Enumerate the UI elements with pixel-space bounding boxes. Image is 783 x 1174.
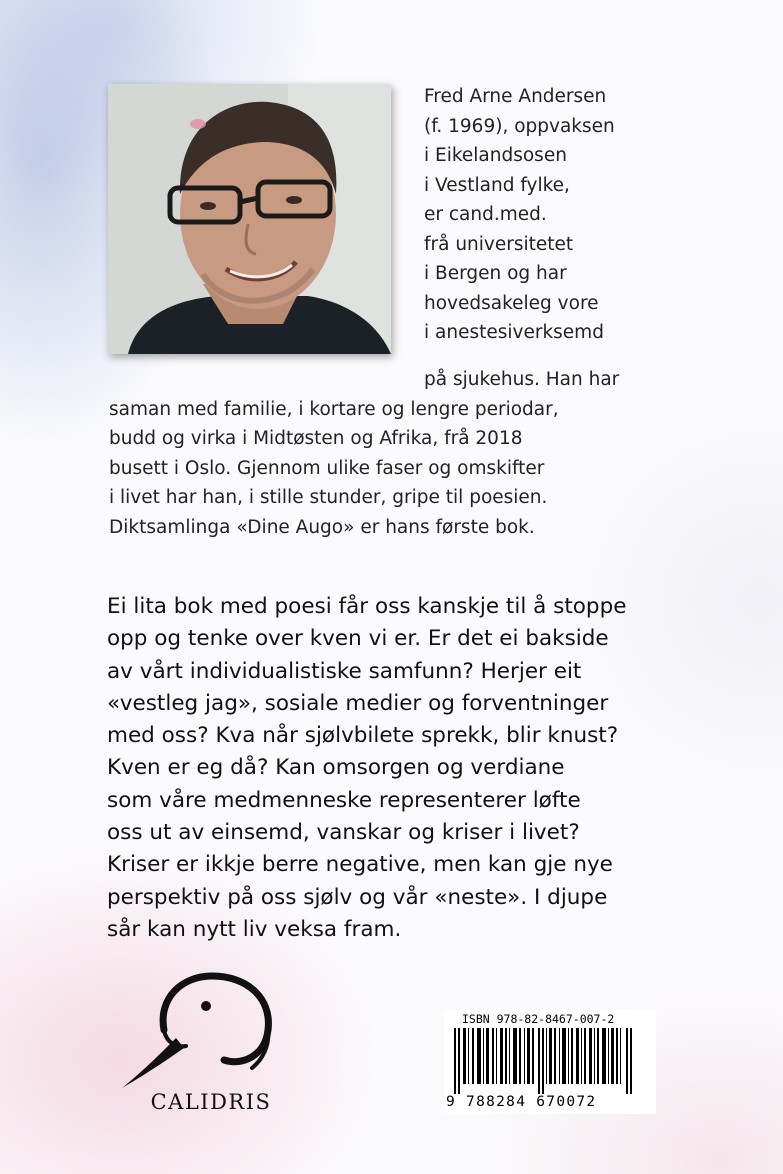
bio-line: er cand.med. xyxy=(424,204,547,225)
bio-line: i Eikelandsosen xyxy=(424,145,567,166)
bio-line: saman med familie, i kortare og lengre periodar, xyxy=(109,398,559,420)
portrait-illustration xyxy=(108,84,391,354)
author-bio-continued xyxy=(109,365,669,542)
blurb-line: opp og tenke over kven vi er. Er det ei bakside xyxy=(107,626,609,652)
blurb-line: Ei lita bok med poesi får oss kanskje til å stoppe xyxy=(107,594,627,619)
bio-line: på sjukehus. Han har xyxy=(424,369,620,390)
bio-line: i Vestland fylke, xyxy=(424,174,570,196)
bio-line: Fred Arne Andersen xyxy=(424,86,607,107)
bio-line: i livet har han, i stille stunder, gripe til poesien. xyxy=(109,487,548,508)
bio-line: budd og virka i Midtøsten og Afrika, frå 2018 xyxy=(109,428,523,449)
blurb-line: som våre medmenneske representerer løfte xyxy=(107,787,581,813)
bio-line: Diktsamlinga «Dine Augo» er hans første bok. xyxy=(109,516,535,538)
bio-line: busett i Oslo. Gjennom ulike faser og omskifter xyxy=(109,457,545,479)
blurb-line: oss ut av einsemd, vanskar og kriser i livet? xyxy=(107,820,580,846)
bio-line: hovedsakeleg vore xyxy=(424,292,599,314)
author-bio-intro xyxy=(424,82,684,348)
blurb-line: perspektiv på oss sjølv og vår «neste». I djupe xyxy=(107,884,608,910)
bio-line: i anestesiverksemd xyxy=(424,322,604,343)
publisher-name: CALIDRIS xyxy=(150,1090,272,1114)
blurb-line: sår kan nytt liv veksa fram. xyxy=(107,916,402,942)
blurb-line: med oss? Kva når sjølvbilete sprekk, blir knust? xyxy=(107,723,619,749)
isbn-label: ISBN 978-82-8467-007-2 xyxy=(462,1012,615,1026)
blurb-line: Kven er eg då? Kan omsorgen og verdiane xyxy=(107,755,565,781)
bio-line: frå universitetet xyxy=(424,233,574,255)
blurb-line: av vårt individualistiske samfunn? Herjer eit xyxy=(107,658,582,684)
blurb-line: Kriser er ikkje berre negative, men kan gje nye xyxy=(107,852,613,878)
blurb-line: «vestleg jag», sosiale medier og forventninger xyxy=(107,690,609,716)
book-blurb xyxy=(107,591,697,946)
barcode-bars xyxy=(454,1028,644,1094)
bio-line: i Bergen og har xyxy=(424,263,567,284)
barcode-digits: 9 788284 670072 xyxy=(446,1094,597,1110)
author-photo xyxy=(108,84,391,354)
bio-line: (f. 1969), oppvaksen xyxy=(424,115,615,137)
